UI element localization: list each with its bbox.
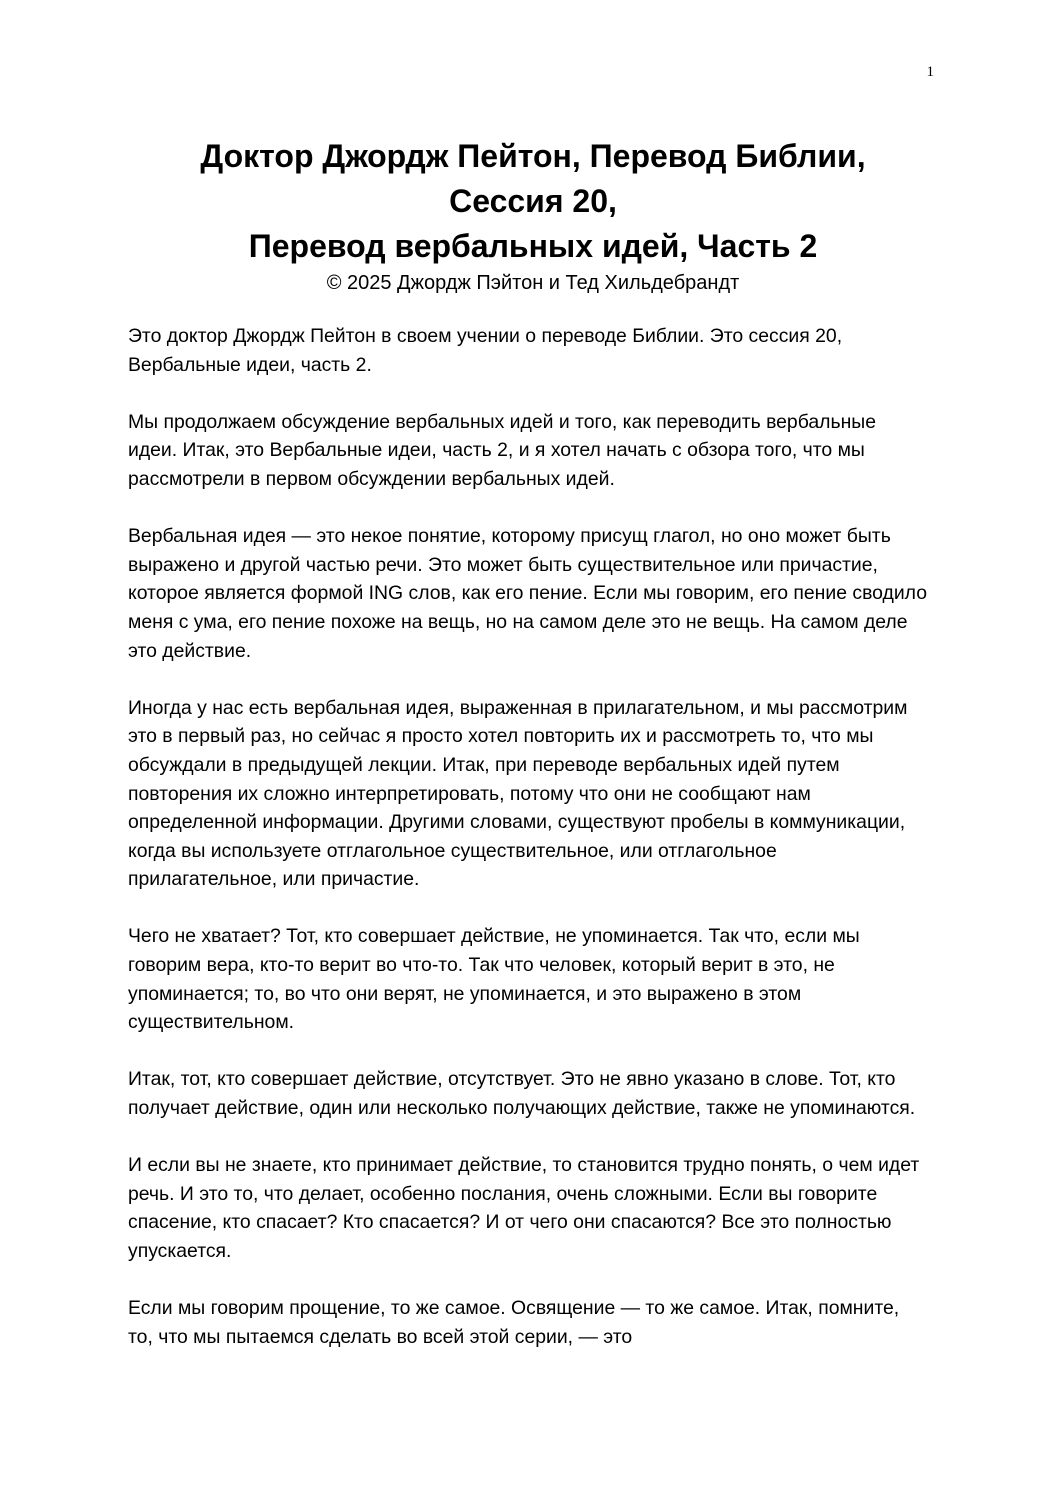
paragraph-6: Итак, тот, кто совершает действие, отсутствует. Это не явно указано в слове. Тот, кто получает действие, один или несколько получающих действие, также не упоминаются. [128, 1068, 916, 1120]
body-text [128, 322, 928, 1380]
page-number: 1 [926, 64, 934, 80]
title-line-3: Перевод вербальных идей, Часть 2 [248, 228, 818, 264]
paragraph-1: Это доктор Джордж Пейтон в своем учении о переводе Библии. Это сессия 20, Вербальные идеи, часть 2. [128, 325, 843, 376]
copyright-line: © 2025 Джордж Пэйтон и Тед Хильдебрандт [326, 272, 740, 294]
title-block [100, 134, 966, 297]
title-line-1: Доктор Джордж Пейтон, Перевод Библии, [200, 138, 866, 174]
paragraph-8: Если мы говорим прощение, то же самое. Освящение — то же самое. Итак, помните, то, что мы пытаемся сделать во всей этой серии, — это [128, 1297, 900, 1348]
paragraph-5: Чего не хватает? Тот, кто совершает действие, не упоминается. Так что, если мы говорим вера, кто-то верит во что-то. Так что человек, который верит в это, не упоминается; то, во что они верят, не упоминается, и это выражено в этом существительном. [128, 925, 860, 1034]
paragraph-4: Иногда у нас есть вербальная идея, выраженная в прилагательном, и мы рассмотрим это в первый раз, но сейчас я просто хотел повторить их и рассмотреть то, что мы обсуждали в предыдущей лекции. Итак, при переводе вербальных идей путем повторения их сложно интерпретировать, потому что они не сообщают нам определенной информации. Другими словами, существуют пробелы в коммуникации, когда вы используете отглагольное существительное, или отглагольное прилагательное, или причастие. [128, 696, 908, 891]
paragraph-2: Мы продолжаем обсуждение вербальных идей и того, как переводить вербальные идеи. Итак, это Вербальные идеи, часть 2, и я хотел начать с обзора того, что мы рассмотрели в первом обсуждении вербальных идей. [128, 410, 877, 490]
paragraph-7: И если вы не знаете, кто принимает действие, то становится трудно понять, о чем идет речь. И это то, что делает, особенно послания, очень сложными. Если вы говорите спасение, кто спасает? Кто спасается? И от чего они спасаются? Все это полностью упускается. [128, 1154, 920, 1262]
paragraph-3: Вербальная идея — это некое понятие, которому присущ глагол, но оно может быть выражено и другой частью речи. Это может быть существительное или причастие, которое является формой ING слов, как его пение. Если мы говорим, его пение сводило меня с ума, его пение похоже на вещь, но на самом деле это не вещь. На самом деле это действие. [128, 525, 927, 662]
title-line-2: Сессия 20, [449, 183, 617, 219]
